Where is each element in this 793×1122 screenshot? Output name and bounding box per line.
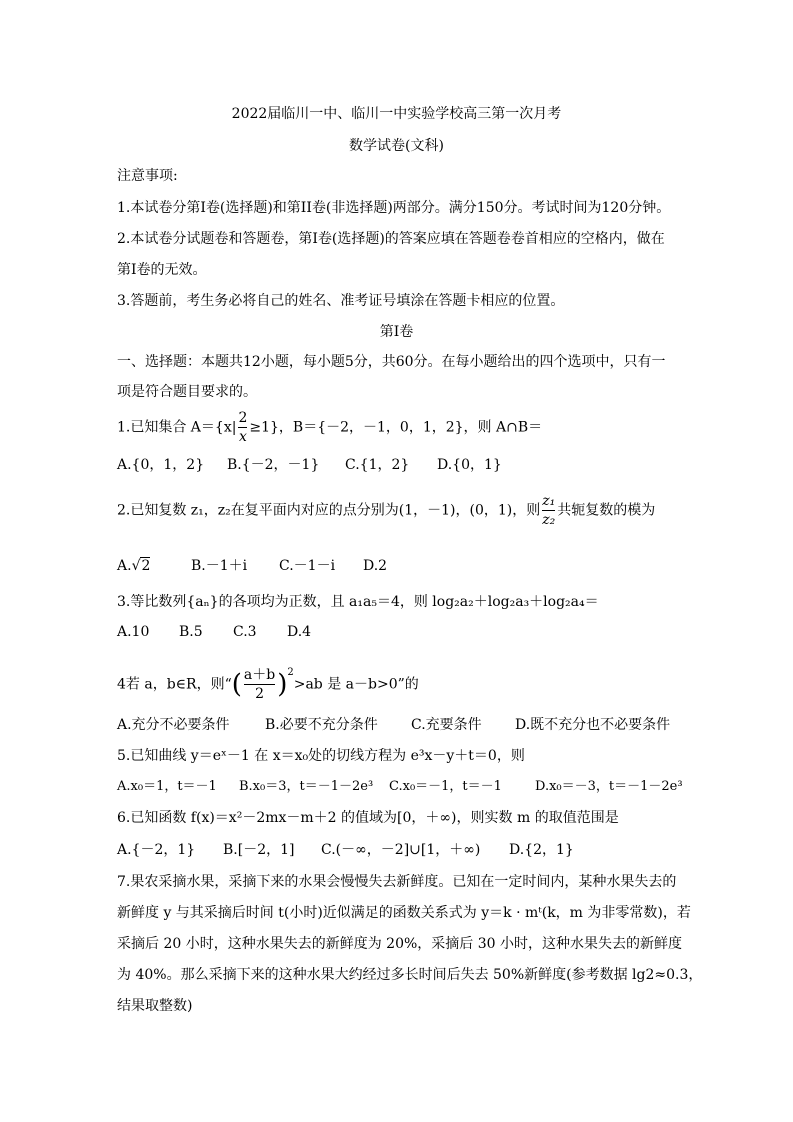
note-item-1: 1.本试卷分第I卷(选择题)和第II卷(非选择题)两部分。满分150分。考试时间为120分钟。 — [117, 200, 671, 216]
option-d: D.2 — [363, 558, 388, 574]
option-b: B.x₀＝3，t＝－1－2e³ — [239, 779, 374, 794]
option-c: C.{1，2} — [345, 457, 410, 473]
question-1-fraction — [238, 410, 247, 445]
question-2-stem-end: 共轭复数的模为 — [557, 502, 656, 519]
question-6: 6.已知函数 f(x)＝x²－2mx－m＋2 的值域为[0，＋∞)，则实数 m 的取值范围是 — [117, 810, 619, 826]
option-d: D.既不充分也不必要条件 — [515, 717, 671, 733]
option-c: C.x₀＝－1，t＝－1 — [389, 779, 502, 794]
left-paren: ( — [231, 669, 242, 700]
notes-heading: 注意事项: — [117, 168, 178, 184]
question-2-options — [117, 556, 387, 576]
question-2 — [117, 493, 655, 528]
right-paren: ) — [277, 669, 288, 700]
option-d: D.{2，1} — [509, 842, 574, 858]
question-1-options — [117, 455, 502, 475]
sqrt-radicand: 2 — [141, 558, 151, 574]
option-b: B.5 — [179, 624, 203, 640]
exponent: 2 — [287, 667, 294, 678]
question-6-options — [117, 840, 574, 860]
question-4-stem-end: >ab 是 a－b>0”的 — [293, 676, 419, 693]
question-7-line-4: 为 40%。那么采摘下来的这种水果大约经过多长时间后失去 50%新鲜度(参考数据 lg2≈0.3， — [117, 967, 703, 983]
option-d: D.x₀＝－3，t＝－1－2e³ — [535, 779, 683, 794]
sqrt-sign: √ — [131, 558, 141, 574]
option-d: D.4 — [287, 624, 312, 640]
fraction-numerator: a＋b — [243, 667, 276, 684]
question-4-stem-start: 4若 a，b∈R，则“ — [117, 676, 232, 693]
option-c: C.(－∞，－2]∪[1，＋∞) — [321, 842, 481, 858]
fraction-denominator: z₂ — [542, 512, 556, 528]
fraction-numerator: 2 — [238, 410, 248, 426]
option-a-label: A. — [117, 558, 132, 574]
question-7-line-2: 新鲜度 y 与其采摘后时间 t(小时)近似满足的函数关系式为 y＝k · mᵗ(k，m 为非零常数)，若 — [117, 905, 691, 921]
question-5: 5.已知曲线 y＝eˣ－1 在 x＝x₀处的切线方程为 e³x－y＋t＝0，则 — [117, 748, 525, 764]
option-a — [117, 556, 191, 576]
option-c: C.3 — [233, 624, 257, 640]
option-a: A.充分不必要条件 — [117, 717, 230, 733]
question-4-options — [117, 715, 670, 735]
question-5-options — [117, 777, 683, 797]
option-b: B.－1＋i — [191, 558, 248, 574]
question-1 — [117, 410, 542, 445]
question-4-fraction — [244, 667, 275, 702]
option-c: C.充要条件 — [411, 717, 482, 733]
option-d: D.{0，1} — [437, 457, 502, 473]
option-a: A.{－2，1} — [117, 842, 196, 858]
section-intro-line-2: 项是符合题目要求的。 — [117, 384, 257, 400]
question-1-stem-end: ≥1}，B＝{－2，－1，0，1，2}，则 A∩B＝ — [249, 419, 543, 436]
volume-heading: 第I卷 — [379, 324, 414, 340]
note-item-2: 2.本试卷分试题卷和答题卷，第I卷(选择题)的答案应填在答题卷卷首相应的空格内，做在 — [117, 231, 665, 247]
exam-subtitle: 数学试卷(文科) — [349, 138, 444, 154]
question-7-line-3: 采摘后 20 小时，这种水果失去的新鲜度为 20%，采摘后 30 小时，这种水果失去的新鲜度 — [117, 936, 682, 952]
question-4 — [117, 663, 419, 703]
note-item-3: 3.答题前，考生务必将自己的姓名、准考证号填涂在答题卡相应的位置。 — [117, 293, 565, 309]
option-a: A.10 — [117, 624, 150, 640]
question-2-fraction — [542, 493, 555, 528]
exam-title: 2022届临川一中、临川一中实验学校高三第一次月考 — [231, 106, 562, 122]
fraction-numerator: z₁ — [542, 493, 556, 509]
question-7-line-5: 结果取整数) — [117, 998, 193, 1014]
option-b: B.[－2，1] — [223, 842, 295, 858]
option-a: A.x₀＝1，t＝－1 — [117, 779, 217, 794]
note-item-2-continued: 第I卷的无效。 — [117, 262, 207, 278]
fraction-denominator: x — [238, 429, 247, 445]
question-3-options — [117, 622, 311, 642]
question-2-stem-start: 2.已知复数 z₁，z₂在复平面内对应的点分别为(1，－1)，(0，1)，则 — [117, 502, 541, 519]
option-c: C.－1－i — [279, 558, 336, 574]
question-1-stem-start: 1.已知集合 A＝{x| — [117, 419, 237, 436]
section-intro-line-1: 一、选择题：本题共12小题，每小题5分，共60分。在每小题给出的四个选项中，只有一 — [117, 354, 666, 370]
option-b: B.{－2，－1} — [227, 457, 320, 473]
fraction-denominator: 2 — [255, 686, 264, 703]
question-7-line-1: 7.果农采摘水果，采摘下来的水果会慢慢失去新鲜度。已知在一定时间内，某种水果失去的 — [117, 874, 677, 890]
option-b: B.必要不充分条件 — [265, 717, 378, 733]
question-3: 3.等比数列{aₙ}的各项均为正数，且 a₁a₅＝4，则 log₂a₂＋log₂a₃＋log₂a₄＝ — [117, 594, 599, 610]
option-a: A.{0，1，2} — [117, 457, 205, 473]
